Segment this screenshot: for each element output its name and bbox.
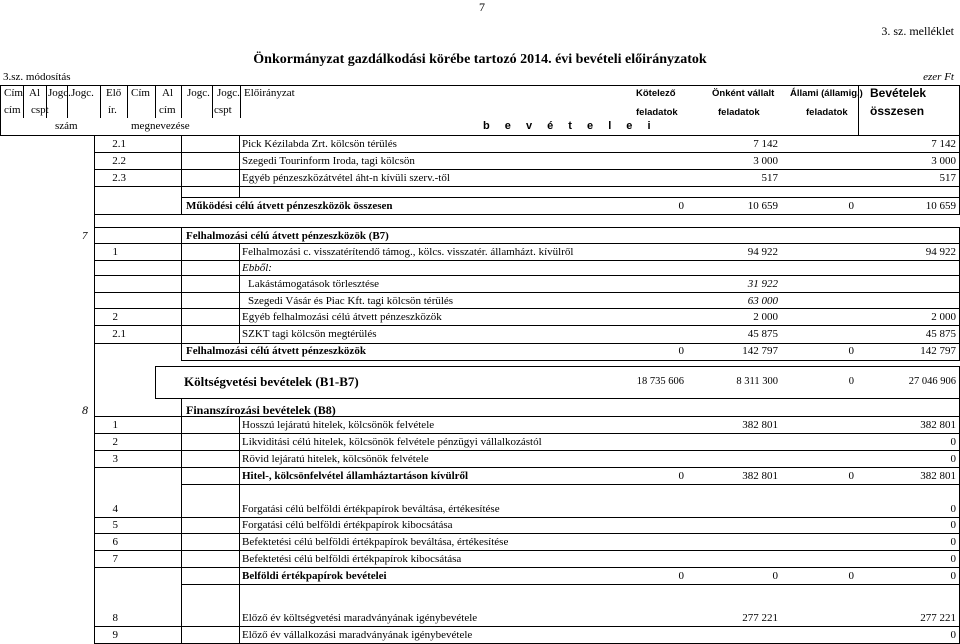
subtotal-label: Felhalmozási célú átvett pénzeszközök [186, 345, 366, 357]
row-code: 4 [112, 503, 118, 515]
subtotal-total: 0 [950, 570, 956, 582]
row-onkent: 63 000 [747, 295, 778, 307]
row-name: Lakástámogatások törlesztése [248, 278, 380, 290]
subtotal-total: 10 659 [925, 200, 956, 212]
hdr-al: Al [29, 87, 40, 99]
budget-total-onkent: 8 311 300 [736, 376, 778, 387]
hdr-cim-lower-2: cím [159, 104, 176, 116]
hdr-osszesen: összesen [870, 104, 925, 118]
budget-total-total: 27 046 906 [908, 376, 956, 387]
subtotal-allami: 0 [848, 200, 854, 212]
row-code: 2.1 [112, 138, 126, 150]
row-name: Szegedi Tourinform Iroda, tagi kölcsön [242, 155, 415, 167]
hdr-cspt-lower: cspt [31, 104, 49, 116]
row-total: 0 [950, 536, 956, 548]
row-name: Szegedi Vásár és Piac Kft. tagi kölcsön térülés [248, 295, 454, 307]
hdr-kotelezo: Kötelező [636, 88, 676, 99]
row-code: 9 [112, 629, 118, 641]
hdr-feladatok-3: feladatok [806, 107, 848, 118]
row-total: 7 142 [931, 138, 956, 150]
row-code: 8 [112, 612, 118, 624]
hdr-jogc-2: Jogc. [71, 87, 94, 99]
row-total: 0 [950, 629, 956, 641]
row-code: 1 [112, 419, 118, 431]
row-name: Ebből: [242, 262, 272, 274]
row-total: 94 922 [925, 246, 956, 258]
row-name: Befektetési célú belföldi értékpapírok beváltása, értékesítése [242, 536, 509, 548]
hdr-szam: szám [55, 120, 78, 132]
row-onkent: 382 801 [742, 419, 778, 431]
budget-total-allami: 0 [848, 376, 854, 387]
modification-label: 3.sz. módosítás [3, 71, 71, 83]
row-name: Forgatási célú belföldi értékpapírok beváltása, értékesítése [242, 503, 500, 515]
hdr-eloiranyzat: Előirányzat [244, 87, 295, 99]
row-onkent: 2 000 [753, 311, 778, 323]
row-total: 0 [950, 503, 956, 515]
row-code: 6 [112, 536, 118, 548]
subtotal-onkent: 0 [772, 570, 778, 582]
hdr-jogc-3: Jogc. [187, 87, 210, 99]
row-code: 2 [112, 436, 118, 448]
hdr-al-2: Al [162, 87, 173, 99]
row-onkent: 517 [761, 172, 778, 184]
subtotal-allami: 0 [848, 345, 854, 357]
row-onkent: 7 142 [753, 138, 778, 150]
section-code: 7 [82, 230, 88, 242]
row-onkent: 45 875 [747, 328, 778, 340]
row-code: 5 [112, 519, 118, 531]
subtotal-label: Belföldi értékpapírok bevételei [242, 570, 387, 582]
hdr-bevetelek: Bevételek [870, 86, 927, 100]
row-name: Forgatási célú belföldi értékpapírok kibocsátása [242, 519, 453, 531]
row-total: 382 801 [920, 419, 956, 431]
row-name: Hosszú lejáratú hitelek, kölcsönök felvétele [242, 419, 435, 431]
hdr-bevetelei: b e v é t e l e i [483, 120, 657, 132]
unit-label: ezer Ft [923, 71, 954, 83]
row-total: 45 875 [925, 328, 956, 340]
row-code: 3 [112, 453, 118, 465]
page-number: 7 [479, 0, 485, 14]
hdr-ir-lower: ír. [108, 104, 117, 116]
row-name: SZKT tagi kölcsön megtérülés [242, 328, 377, 340]
subtotal-label: Működési célú átvett pénzeszközök összesen [186, 200, 393, 212]
hdr-megnevezese: megnevezése [131, 120, 190, 132]
section-title: Felhalmozási célú átvett pénzeszközök (B7) [186, 230, 389, 242]
subtotal-allami: 0 [848, 470, 854, 482]
row-code: 2.1 [112, 328, 126, 340]
subtotal-total: 142 797 [920, 345, 956, 357]
hdr-cim-2: Cím [131, 87, 150, 99]
row-code: 2 [112, 311, 118, 323]
hdr-feladatok-1: feladatok [636, 107, 678, 118]
subtotal-label: Hitel-, kölcsönfelvétel államháztartáson kívülről [242, 470, 469, 482]
hdr-cspt-lower-2: cspt [214, 104, 232, 116]
annex-label: 3. sz. melléklet [881, 24, 954, 38]
row-code: 2.3 [112, 172, 126, 184]
row-code: 2.2 [112, 155, 126, 167]
row-total: 2 000 [931, 311, 956, 323]
budget-total-label: Költségvetési bevételek (B1-B7) [184, 374, 359, 389]
subtotal-kot: 0 [678, 470, 684, 482]
hdr-onkent: Önként vállalt [712, 88, 775, 99]
row-name: Előző év vállalkozási maradványának igénybevétele [242, 629, 473, 641]
subtotal-onkent: 382 801 [742, 470, 778, 482]
row-name: Rövid lejáratú hitelek, kölcsönök felvétele [242, 453, 429, 465]
row-total: 0 [950, 453, 956, 465]
row-onkent: 94 922 [747, 246, 778, 258]
row-name: Egyéb felhalmozási célú átvett pénzeszközök [242, 311, 442, 323]
row-name: Pick Kézilabda Zrt. kölcsön térülés [242, 138, 397, 150]
row-onkent: 3 000 [753, 155, 778, 167]
subtotal-onkent: 10 659 [747, 200, 778, 212]
row-name: Befektetési célú belföldi értékpapírok kibocsátása [242, 553, 462, 565]
row-onkent: 277 221 [742, 612, 778, 624]
row-total: 0 [950, 436, 956, 448]
hdr-cim-lower: cím [4, 104, 21, 116]
row-code: 7 [112, 553, 118, 565]
row-total: 3 000 [931, 155, 956, 167]
row-name: Előző év költségvetési maradványának igénybevétele [242, 612, 478, 624]
subtotal-kot: 0 [678, 570, 684, 582]
subtotal-allami: 0 [848, 570, 854, 582]
hdr-allami: Állami (államig.) [790, 88, 863, 99]
hdr-jogc-4: Jogc. [217, 87, 240, 99]
row-total: 517 [939, 172, 956, 184]
subtotal-kot: 0 [678, 345, 684, 357]
hdr-cim: Cím [4, 87, 23, 99]
subtotal-onkent: 142 797 [742, 345, 778, 357]
row-onkent: 31 922 [747, 278, 778, 290]
hdr-elo: Elő [106, 87, 122, 99]
page-title: Önkormányzat gazdálkodási körébe tartozó 2014. évi bevételi előirányzatok [253, 52, 707, 67]
row-code: 1 [112, 246, 118, 258]
subtotal-kot: 0 [678, 200, 684, 212]
row-total: 277 221 [920, 612, 956, 624]
subtotal-total: 382 801 [920, 470, 956, 482]
hdr-jogc-1: Jogc. [48, 87, 71, 99]
row-total: 0 [950, 519, 956, 531]
section-title: Finanszírozási bevételek (B8) [186, 403, 336, 417]
section-code: 8 [82, 403, 88, 417]
row-name: Likviditási célú hitelek, kölcsönök felvétele pénzügyi vállalkozástól [242, 436, 542, 448]
budget-total-kot: 18 735 606 [636, 376, 684, 387]
row-total: 0 [950, 553, 956, 565]
hdr-feladatok-2: feladatok [718, 107, 760, 118]
row-name: Egyéb pénzeszközátvétel áht-n kívüli szerv.-től [242, 172, 450, 184]
row-name: Felhalmozási c. visszatérítendő támog., kölcs. visszatér. államházt. kívülről [242, 246, 574, 258]
